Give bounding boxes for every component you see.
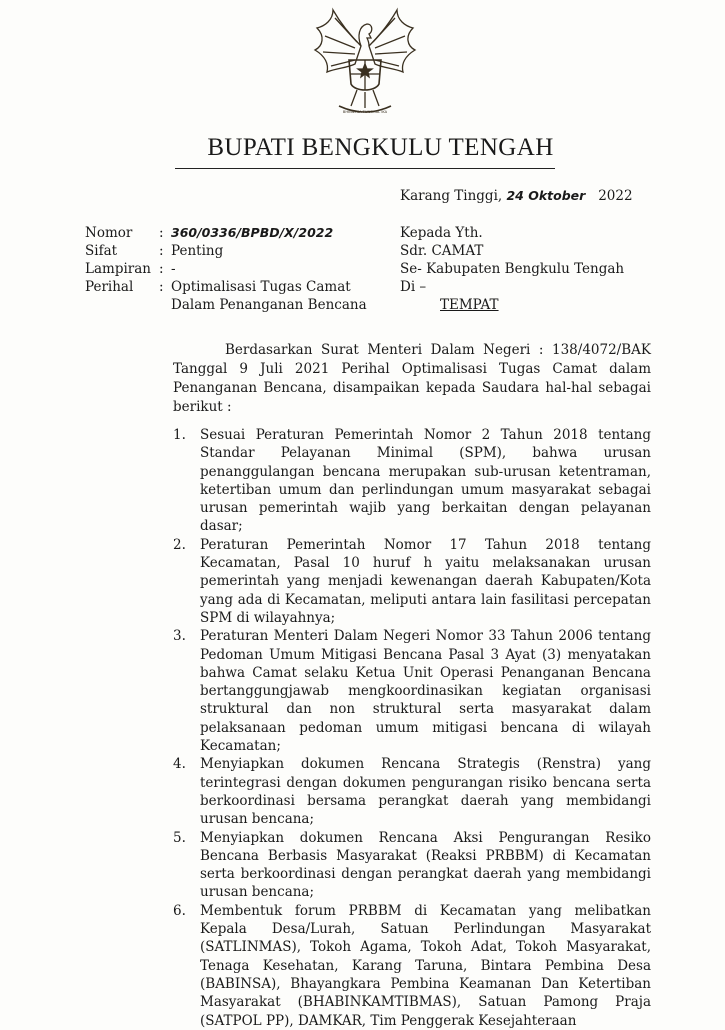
points-list xyxy=(173,426,651,1030)
addressee-tempat: TEMPAT xyxy=(440,297,499,313)
letterhead-rule xyxy=(175,168,555,169)
list-item-number: 3. xyxy=(173,628,186,645)
meta-colon: : xyxy=(159,279,164,295)
meta-row-sifat xyxy=(85,242,367,260)
list-item xyxy=(173,755,651,828)
list-item xyxy=(173,902,651,1030)
meta-label xyxy=(85,296,159,314)
dateline-day-month: 24 Oktober xyxy=(506,188,586,203)
addressee-line: Kepada Yth. xyxy=(400,225,483,241)
addressee-line: Sdr. CAMAT xyxy=(400,243,484,259)
meta-colon xyxy=(159,296,171,314)
meta-value-lampiran: - xyxy=(171,261,176,277)
list-item-text: Menyiapkan dokumen Rencana Strategis (Renstra) yang terintegrasi dengan dokumen pengurangan risiko bencana serta berkoordinasi bersama perangkat daerah yang membidangi urusan bencana; xyxy=(200,756,651,828)
meta-value-perihal-cont: Dalam Penanganan Bencana xyxy=(171,297,367,313)
intro-paragraph xyxy=(173,341,651,417)
list-item-text: Peraturan Pemerintah Nomor 17 Tahun 2018 tentang Kecamatan, Pasal 10 huruf h yaitu melaksanakan urusan pemerintah yang menjadi kewenangan daerah Kabupaten/Kota yang ada di Kecamatan, meliputi antara lain fasilitasi percepatan SPM di wilayahnya; xyxy=(200,536,651,626)
letterhead-title: BUPATI BENGKULU TENGAH xyxy=(207,134,554,161)
list-item-text: Peraturan Menteri Dalam Negeri Nomor 33 Tahun 2006 tentang Pedoman Umum Mitigasi Bencana Pasal 3 Ayat (3) menyatakan bahwa Camat selaku Ketua Unit Operasi Penanganan Bencana bertanggungjawab mengkoordinasikan kegiatan organisasi struktural dan non struktural serta masyarakat dalam pelaksanaan pedoman umum mitigasi bencana di wilayah Kecamatan; xyxy=(200,628,651,755)
addressee-block xyxy=(400,224,624,314)
list-item-text: Menyiapkan dokumen Rencana Aksi Pengurangan Resiko Bencana Berbasis Masyarakat (Reaksi PRBBM) di Kecamatan serta berkoordinasi dengan perangkat daerah yang membidangi urusan bencana; xyxy=(200,829,651,901)
meta-label: Lampiran xyxy=(85,261,151,277)
meta-row-perihal-cont xyxy=(85,296,367,314)
meta-colon: : xyxy=(159,261,164,277)
list-item xyxy=(173,627,651,755)
meta-value-sifat: Penting xyxy=(171,243,224,259)
dateline xyxy=(400,188,633,204)
dateline-year: 2022 xyxy=(598,188,633,204)
intro-text: Berdasarkan Surat Menteri Dalam Negeri : 138/4072/BAK Tanggal 9 Juli 2021 Perihal Optimalisasi Tugas Camat dalam Penanganan Bencana, disampaikan kepada Saudara hal-hal sebagai berikut : xyxy=(173,342,651,415)
list-item xyxy=(173,536,651,627)
list-item xyxy=(173,426,651,536)
addressee-line: Se- Kabupaten Bengkulu Tengah xyxy=(400,261,625,277)
meta-colon: : xyxy=(159,225,164,241)
list-item-number: 4. xyxy=(173,756,186,773)
meta-label: Nomor xyxy=(85,225,133,241)
meta-value-nomor: 360/0336/BPBD/X/2022 xyxy=(171,225,334,240)
list-item-number: 6. xyxy=(173,902,186,919)
list-item xyxy=(173,829,651,902)
meta-row-lampiran xyxy=(85,260,367,278)
meta-colon: : xyxy=(159,243,164,259)
list-item-number: 2. xyxy=(173,536,186,553)
meta-label: Perihal xyxy=(85,279,134,295)
list-item-text: Membentuk forum PRBBM di Kecamatan yang melibatkan Kepala Desa/Lurah, Satuan Perlindungan Masyarakat (SATLINMAS), Tokoh Agama, Tokoh Adat, Tokoh Masyarakat, Tenaga Kesehatan, Karang Taruna, Bintara Pembina Desa (BABINSA), Bhayangkara Pembina Keamanan Dan Ketertiban Masyarakat (BHABINKAMTIBMAS), Satuan Pamong Praja (SATPOL PP), DAMKAR, Tim Penggerak Kesejahteraan xyxy=(200,902,651,1029)
meta-label: Sifat xyxy=(85,243,118,259)
meta-row-perihal xyxy=(85,278,367,296)
dateline-place: Karang Tinggi, xyxy=(400,188,503,204)
list-item-text: Sesuai Peraturan Pemerintah Nomor 2 Tahun 2018 tentang Standar Pelayanan Minimal (SPM), bahwa urusan penanggulangan bencana merupakan sub-urusan ketentraman, ketertiban umum dan perlindungan umum masyarakat sebagai urusan pemerintah wajib yang berkaitan dengan pelayanan dasar; xyxy=(200,427,651,535)
list-item-number: 1. xyxy=(173,427,186,443)
letter-meta xyxy=(85,224,367,314)
list-item-number: 5. xyxy=(173,829,186,846)
garuda-emblem xyxy=(311,6,419,124)
meta-value-perihal: Optimalisasi Tugas Camat xyxy=(171,279,351,295)
addressee-line: Di – xyxy=(400,279,427,295)
meta-row-nomor xyxy=(85,224,367,242)
svg-text:BHINNEKA TUNGGAL IKA: BHINNEKA TUNGGAL IKA xyxy=(342,110,388,114)
